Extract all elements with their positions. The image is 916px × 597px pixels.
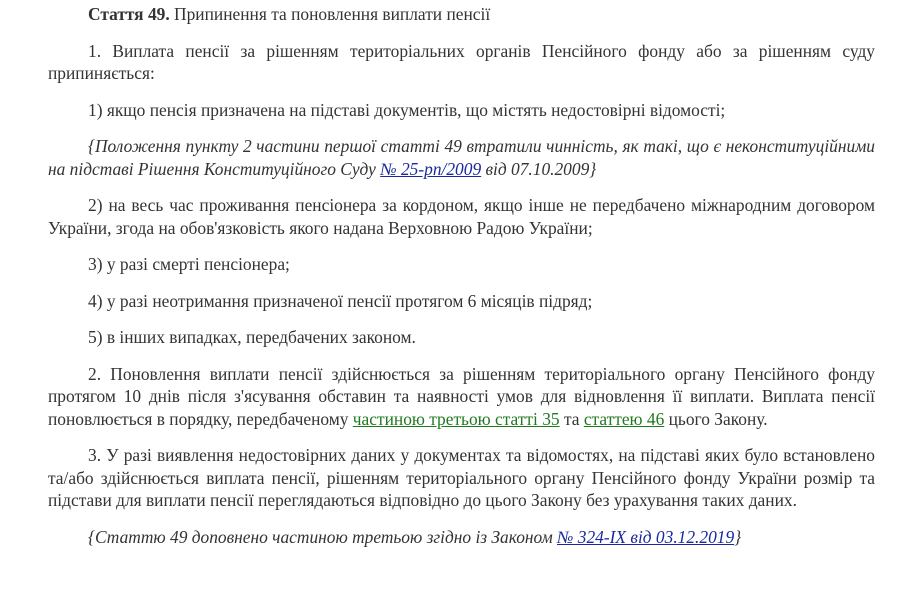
part-1-item-3: 3) у разі смерті пенсіонера; [88, 254, 290, 274]
note-1-date: від 07.10.2009} [481, 158, 597, 179]
part-1-intro: 1. Виплата пенсії за рішенням територіальних органів Пенсійного фонду або за рішенням суду припиняється: [48, 40, 875, 83]
law-article [48, 0, 875, 548]
article-35-part-3-link[interactable]: частиною третьою статті 35 [352, 408, 560, 429]
note-2-close: } [734, 526, 742, 547]
article-46-link[interactable]: статтею 46 [583, 408, 665, 429]
part-2-ending: цього Закону. [664, 408, 768, 429]
article-heading [48, 3, 875, 26]
part-1-item-2: 2) на весь час проживання пенсіонера за кордоном, якщо інше не передбачено міжнародним договором України, згода на обов'язковість якого надана Верховною Радою України; [48, 195, 875, 238]
law-324-ix-link[interactable]: № 324-IX від 03.12.2019 [557, 526, 735, 547]
note-1-text: {Положення пункту 2 частини першої статті 49 втратили чинність, як такі, що є неконституційними на підставі Рішення Конституційного Суду [48, 136, 875, 179]
part-3-paragraph: 3. У разі виявлення недостовірних даних у документах та відомостях, на підставі яких було встановлено та/або здійснюється виплата пенсії, рішенням територіального органу Пенсійного фонду України розмір та підстави для виплати пенсії переглядаються відповідно до цього Закону без урахування таких даних. [48, 445, 875, 510]
part-2-text: 2. Поновлення виплати пенсії здійснюється за рішенням територіального органу Пенсійного фонду протягом 10 днів після з'ясування обставин та наявності умов для відновлення її виплати. Виплата пенсії поновлюється в порядку, передбаченому [48, 363, 875, 429]
part-2-conjunction: та [559, 408, 584, 429]
article-title: Припинення та поновлення виплати пенсії [169, 4, 491, 24]
part-1-item-5: 5) в інших випадках, передбачених законом. [88, 327, 416, 347]
editorial-note-1 [48, 135, 875, 180]
part-1-item-4: 4) у разі неотримання призначеної пенсії протягом 6 місяців підряд; [88, 290, 593, 311]
editorial-note-2 [48, 526, 875, 549]
note-2-text: {Статтю 49 доповнено частиною третьою згідно із Законом [88, 526, 558, 547]
part-2-paragraph [48, 363, 875, 431]
decision-25-rp-2009-link[interactable]: № 25-рп/2009 [380, 158, 482, 179]
article-number: Стаття 49. [88, 4, 170, 24]
part-1-item-1: 1) якщо пенсія призначена на підставі документів, що містять недостовірні відомості; [88, 99, 726, 120]
